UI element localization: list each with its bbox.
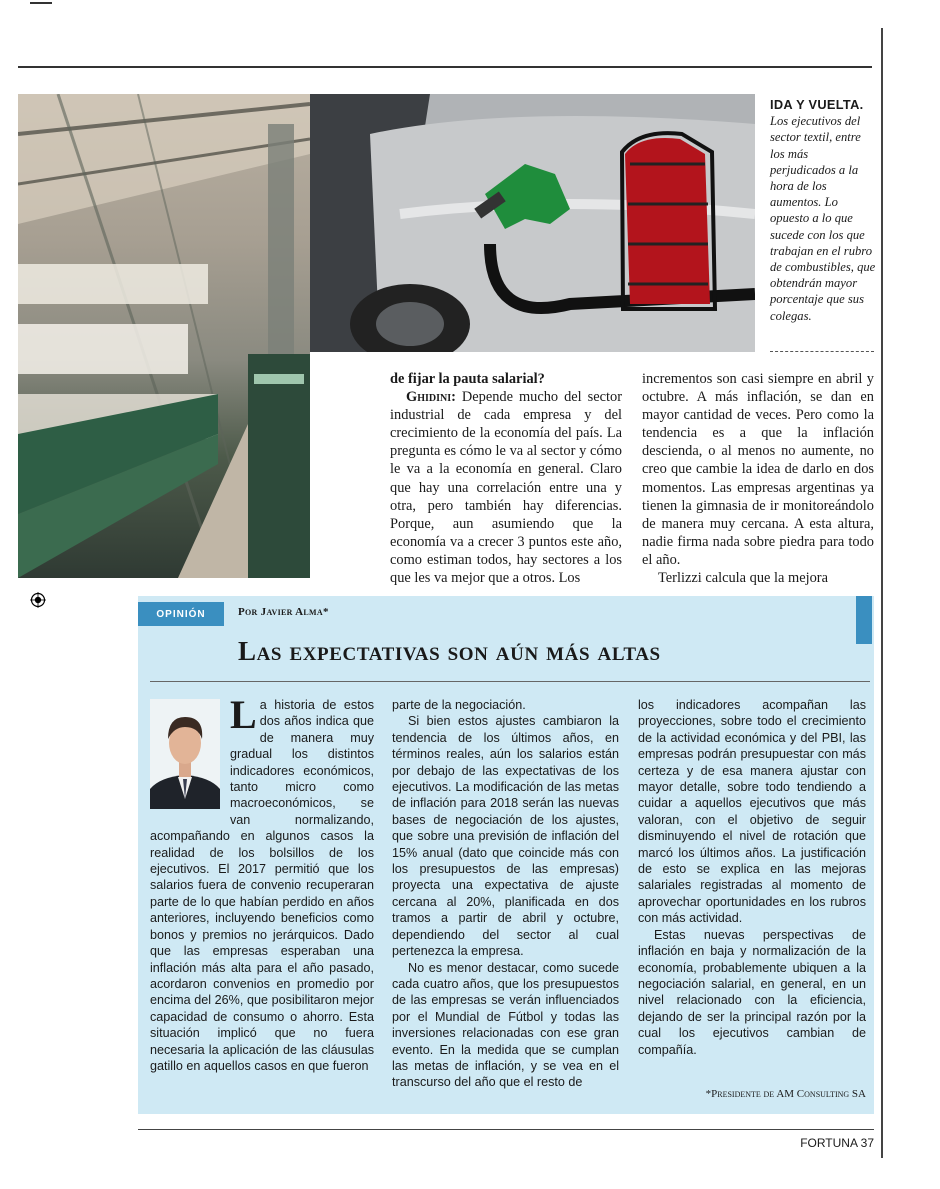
article-column-a (390, 370, 622, 587)
textile-mill-photo (18, 94, 310, 578)
author-portrait (150, 699, 220, 809)
answer-text: Depende mucho del sector industrial de cada empresa y del crecimiento de la economía del país. La pregunta es cómo le va al sector y cómo le va a la economía en general. Claro que hay una correlación entre una y otra, pero también hay diferencias. Porque, aun asumiendo que la economía va a crecer 3 puntos este año, como estiman todos, hay sectores a los que les va mejor que a otros. Los (390, 389, 622, 587)
article-paragraph: Terlizzi calcula que la mejora (658, 570, 828, 587)
opinion-paragraph: parte de la negociación. (392, 698, 526, 712)
opinion-paragraph: Si bien estos ajustes cambiaron la tendencia de los últimos años, en términos reales, aún los salarios están por debajo de las expectativas de los ejecutivos. La modificación de las metas de inflación para 2018 serán las nuevas bases de negociación de los ajustes, que sobre una previsión de inflación del 15% anual (dato que coincide más con los presupuestos de las empresas) proyecta una expectativa de ajuste cercana al 20%, planificada en dos tramos a partir de abril y octubre, dependiendo del sector al cual pertenezca la empresa. (392, 714, 619, 959)
photo-caption (770, 97, 876, 324)
opinion-author: Por Javier Alma* (238, 606, 329, 618)
question-text: de fijar la pauta salarial? (390, 371, 545, 387)
opinion-tab-accent (856, 596, 872, 644)
opinion-title-rule (150, 681, 870, 682)
caption-text: Los ejecutivos del sector textil, entre los más perjudicados a la hora de los aumentos. Lo opuesto a lo que sucede con los que trabajan en el rubro de combustibles, que obtendrán mayor porcentaje que sus colegas. (770, 114, 876, 323)
article-paragraph: incrementos son casi siempre en abril y octubre. A más inflación, se dan en mayor cantidad de veces. Pero como la tendencia es a que la inflación descienda, o al menos no aumente, no creo que cambie la idea de darlo en dos momentos. Las empresas argentinas ya tienen la gimnasia de ir monitoreándolo de manera muy cercana. A esta altura, nadie firma nada sobre piedra para todo el año. (642, 371, 874, 568)
fuel-pump-illustration (310, 94, 755, 352)
opinion-paragraph: No es menor destacar, como sucede cada cuatro años, que los presupuestos de las empresas se verán influenciados por el Mundial de Fútbol y todas las inversiones relacionadas con ese gran evento. En la medida que se cumplan las metas de inflación, y se vea en el transcurso del año que el resto de (392, 960, 619, 1090)
opinion-column-3 (638, 697, 866, 1058)
article-column-b (642, 370, 874, 587)
fuel-pump-car-photo (310, 94, 755, 352)
answer-paragraph (390, 388, 622, 587)
page-folio: FORTUNA 37 (800, 1136, 874, 1150)
author-credit: *Presidente de AM Consulting SA (705, 1088, 866, 1100)
opinion-column-2 (392, 697, 619, 1091)
caption-title: IDA Y VUELTA. (770, 97, 864, 112)
opinion-paragraph: Estas nuevas perspectivas de inflación en baja y normalización de la economía, probablemente ubiquen a la negociación salarial, en general, en un nivel relacionado con la eficiencia, dejando de ser la principal razón por la cual los ejecutivos cambian de compañía. (638, 927, 866, 1057)
corner-mark (30, 2, 52, 4)
top-rule (18, 66, 872, 68)
bottom-rule (138, 1129, 874, 1130)
right-rule (881, 28, 883, 1158)
opinion-title: Las expectativas son aún más altas (238, 636, 661, 666)
author-portrait-illustration (150, 699, 220, 809)
caption-divider (770, 351, 874, 352)
opinion-paragraph: los indicadores acompañan las proyecciones, sobre todo el crecimiento de la actividad económica y del PBI, las empresas podrán presupuestar con más certeza y de esa manera ajustar con mayor detalle, sobre todo tendiendo a cuidar a aquellos ejecutivos que más valoran, con el objetivo de seguir disminuyendo el nivel de rotación que marcó los últimos años. La justificación de esto se explica en las mejoras salariales registradas al momento de aprovechar oportunidades en los rubros con más actividad. (638, 698, 866, 926)
opinion-label: OPINIÓN (138, 602, 224, 626)
opinion-column-1 (150, 692, 374, 1074)
drop-cap: L (230, 692, 257, 737)
textile-mill-illustration (18, 94, 310, 578)
speaker-name: Ghidini: (406, 389, 456, 406)
opinion-paragraph: a historia de estos dos años indica que de manera muy gradual los distintos indicadores económicos, tanto micro como macroeconómicos, se van normalizando, acompañando en algunos casos la realidad de los bolsillos de los ejecutivos. El 2017 permitió que los salarios fuera de convenio recuperaran parte de lo que habían perdido en años anteriores, incluyendo beneficios como bonos y premios no jerárquicos. Dado que las empresas esperaban una inflación más alta para el año pasado, acordaron convenios en promedio por encima del 26%, que posibilitaron mejor capacidad de consumo o ahorro. Esta situación implicó que no fuera necesaria la aplicación de las cláusulas gatillo en aquellos casos en que fueron (150, 698, 374, 1073)
registration-mark-icon (30, 592, 46, 608)
